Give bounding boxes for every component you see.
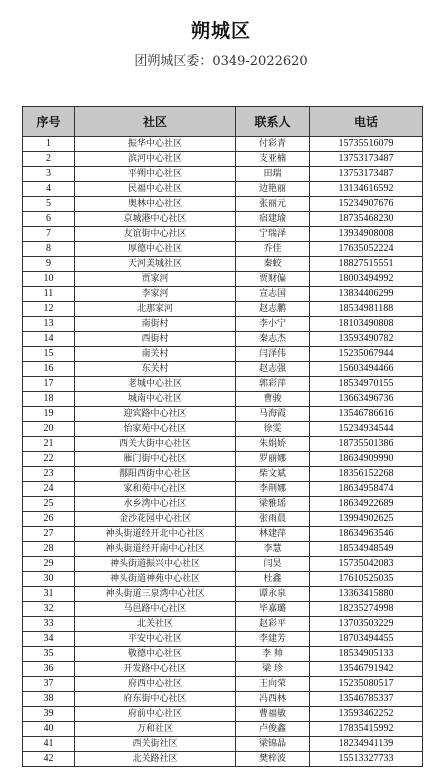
cell-community: 开发路中心社区 [75,662,236,677]
table-row [23,677,423,692]
cell-phone: 18103490808 [310,317,423,332]
cell-phone: 13753173487 [310,152,423,167]
cell-phone: 15234934544 [310,422,423,437]
cell-contact: 贾财偏 [236,272,310,287]
cell-contact: 秦蛟 [236,257,310,272]
cell-contact: 宿建瑜 [236,212,310,227]
column-header-index: 序号 [23,107,75,137]
cell-phone: 18534970155 [310,377,423,392]
cell-phone: 13834406299 [310,287,423,302]
table-row [23,212,423,227]
cell-community: 神头街道三泉湾中心社区 [75,587,236,602]
cell-contact: 王向荣 [236,677,310,692]
cell-index: 18 [23,392,75,407]
cell-contact: 付彩青 [236,137,310,152]
cell-phone: 15235067944 [310,347,423,362]
table-row [23,302,423,317]
cell-phone: 18534981188 [310,302,423,317]
cell-contact: 李 帅 [236,647,310,662]
cell-phone: 13134616592 [310,182,423,197]
cell-contact: 罗丽娜 [236,452,310,467]
table-row [23,437,423,452]
cell-community: 神头街道振兴中心社区 [75,557,236,572]
cell-community: 南关村 [75,347,236,362]
cell-contact: 宣志国 [236,287,310,302]
cell-phone: 17610525035 [310,572,423,587]
table-row [23,182,423,197]
cell-phone: 15603494466 [310,362,423,377]
cell-community: 府东街中心社区 [75,692,236,707]
cell-community: 神头街道经开南中心社区 [75,542,236,557]
table-row [23,722,423,737]
table-row [23,662,423,677]
cell-community: 家和苑中心社区 [75,482,236,497]
cell-phone: 13753173487 [310,167,423,182]
cell-community: 鄯阳西街中心社区 [75,467,236,482]
cell-contact: 毕嘉璐 [236,602,310,617]
cell-community: 马邑路中心社区 [75,602,236,617]
cell-contact: 闫泽伟 [236,347,310,362]
cell-community: 神头街道经开北中心社区 [75,527,236,542]
cell-phone: 17835415992 [310,722,423,737]
cell-phone: 18235274998 [310,602,423,617]
cell-index: 23 [23,467,75,482]
cell-community: 城南中心社区 [75,392,236,407]
cell-index: 42 [23,752,75,767]
column-header-contact: 联系人 [236,107,310,137]
column-header-community: 社区 [75,107,236,137]
cell-phone: 15735516079 [310,137,423,152]
table-row [23,347,423,362]
cell-phone: 13994902625 [310,512,423,527]
cell-index: 41 [23,737,75,752]
table-row [23,647,423,662]
table-row [23,362,423,377]
cell-community: 李家河 [75,287,236,302]
cell-community: 滨河中心社区 [75,152,236,167]
cell-index: 2 [23,152,75,167]
cell-contact: 乔佳 [236,242,310,257]
cell-community: 西街村 [75,332,236,347]
table-row [23,737,423,752]
cell-contact: 马海霞 [236,407,310,422]
cell-index: 15 [23,347,75,362]
cell-phone: 15513327733 [310,752,423,767]
cell-contact: 闫昊 [236,557,310,572]
cell-index: 10 [23,272,75,287]
cell-phone: 15235080517 [310,677,423,692]
cell-phone: 18827515551 [310,257,423,272]
cell-index: 21 [23,437,75,452]
cell-contact: 曹骏 [236,392,310,407]
table-row [23,707,423,722]
cell-community: 振华中心社区 [75,137,236,152]
table-row [23,527,423,542]
cell-index: 33 [23,617,75,632]
table-row [23,632,423,647]
table-row [23,287,423,302]
table-row [23,272,423,287]
cell-index: 16 [23,362,75,377]
cell-index: 34 [23,632,75,647]
cell-index: 4 [23,182,75,197]
cell-contact: 秦志杰 [236,332,310,347]
cell-index: 36 [23,662,75,677]
cell-index: 6 [23,212,75,227]
cell-community: 贾家河 [75,272,236,287]
cell-contact: 田瑞 [236,167,310,182]
cell-index: 29 [23,557,75,572]
table-row [23,572,423,587]
table-row [23,227,423,242]
table-row [23,407,423,422]
table-row [23,422,423,437]
table-row [23,752,423,767]
cell-community: 天河美城社区 [75,257,236,272]
cell-phone: 18234941139 [310,737,423,752]
cell-index: 28 [23,542,75,557]
cell-index: 26 [23,512,75,527]
cell-phone: 13703503229 [310,617,423,632]
cell-index: 12 [23,302,75,317]
cell-contact: 柴文斌 [236,467,310,482]
cell-phone: 18534905133 [310,647,423,662]
cell-community: 万和社区 [75,722,236,737]
cell-index: 39 [23,707,75,722]
cell-community: 神头街道神苑中心社区 [75,572,236,587]
cell-community: 金沙花园中心社区 [75,512,236,527]
table-row [23,617,423,632]
cell-phone: 18634922689 [310,497,423,512]
cell-phone: 18356152268 [310,467,423,482]
cell-index: 38 [23,692,75,707]
cell-phone: 17635052224 [310,242,423,257]
cell-contact: 朱娟娇 [236,437,310,452]
cell-community: 水乡湾中心社区 [75,497,236,512]
cell-phone: 13546786616 [310,407,423,422]
table-header-row [23,107,423,137]
table-row [23,692,423,707]
cell-community: 北关社区 [75,617,236,632]
cell-phone: 13934908008 [310,227,423,242]
cell-community: 怡家苑中心社区 [75,422,236,437]
table-row [23,602,423,617]
cell-phone: 18534948549 [310,542,423,557]
table-row [23,467,423,482]
cell-index: 19 [23,407,75,422]
cell-index: 13 [23,317,75,332]
table-row [23,332,423,347]
cell-contact: 边艳丽 [236,182,310,197]
table-row [23,512,423,527]
cell-contact: 郭彩萍 [236,377,310,392]
cell-contact: 李荆娜 [236,482,310,497]
cell-contact: 支亚楠 [236,152,310,167]
cell-index: 8 [23,242,75,257]
cell-community: 平安中心社区 [75,632,236,647]
cell-community: 南街村 [75,317,236,332]
cell-contact: 梁雅瑶 [236,497,310,512]
cell-index: 25 [23,497,75,512]
column-header-phone: 电话 [310,107,423,137]
table-row [23,197,423,212]
cell-community: 敬德中心社区 [75,647,236,662]
cell-contact: 冯西林 [236,692,310,707]
table-row [23,137,423,152]
cell-contact: 赵志强 [236,362,310,377]
cell-index: 22 [23,452,75,467]
contact-subtitle: 团朔城区委：0349-2022620 [134,54,308,69]
table-row [23,317,423,332]
cell-contact: 李建芳 [236,632,310,647]
page-title: 朔城区 [190,20,251,42]
cell-index: 11 [23,287,75,302]
cell-contact: 梁 珍 [236,662,310,677]
cell-phone: 13546791942 [310,662,423,677]
cell-contact: 樊梓波 [236,752,310,767]
cell-phone: 18735468230 [310,212,423,227]
cell-contact: 徐雯 [236,422,310,437]
cell-phone: 18003494992 [310,272,423,287]
cell-index: 35 [23,647,75,662]
cell-phone: 15735042083 [310,557,423,572]
cell-community: 老城中心社区 [75,377,236,392]
table-row [23,167,423,182]
cell-community: 府西中心社区 [75,677,236,692]
cell-contact: 张雨晨 [236,512,310,527]
cell-contact: 赵志鹏 [236,302,310,317]
cell-community: 民福中心社区 [75,182,236,197]
cell-phone: 18634963546 [310,527,423,542]
cell-community: 友谊街中心社区 [75,227,236,242]
cell-contact: 李小宁 [236,317,310,332]
cell-contact: 卢俊鑫 [236,722,310,737]
cell-phone: 18735501386 [310,437,423,452]
table-body [23,137,423,767]
table-row [23,587,423,602]
cell-contact: 宁瑞泽 [236,227,310,242]
cell-contact: 曹福敏 [236,707,310,722]
table-row [23,482,423,497]
cell-phone: 18634958474 [310,482,423,497]
table-row [23,557,423,572]
cell-index: 7 [23,227,75,242]
cell-phone: 18634909990 [310,452,423,467]
cell-contact: 李慧 [236,542,310,557]
community-contact-table [22,106,423,767]
cell-index: 14 [23,332,75,347]
cell-contact: 张丽元 [236,197,310,212]
cell-community: 平朔中心社区 [75,167,236,182]
cell-community: 京城港中心社区 [75,212,236,227]
table-row [23,152,423,167]
cell-index: 30 [23,572,75,587]
cell-community: 迎宾路中心社区 [75,407,236,422]
cell-index: 1 [23,137,75,152]
cell-index: 3 [23,167,75,182]
table-row [23,242,423,257]
cell-index: 27 [23,527,75,542]
cell-contact: 林建萍 [236,527,310,542]
cell-community: 西关街社区 [75,737,236,752]
table-row [23,392,423,407]
table-row [23,497,423,512]
cell-phone: 13363415880 [310,587,423,602]
cell-index: 20 [23,422,75,437]
cell-index: 5 [23,197,75,212]
cell-index: 9 [23,257,75,272]
cell-phone: 15234907676 [310,197,423,212]
cell-index: 32 [23,602,75,617]
cell-community: 北关路社区 [75,752,236,767]
cell-index: 40 [23,722,75,737]
cell-phone: 13663496736 [310,392,423,407]
table-row [23,257,423,272]
table-row [23,377,423,392]
cell-community: 厚德中心社区 [75,242,236,257]
cell-community: 府前中心社区 [75,707,236,722]
cell-contact: 谭永泉 [236,587,310,602]
cell-phone: 13593490782 [310,332,423,347]
cell-phone: 13593462252 [310,707,423,722]
cell-contact: 梁锦晶 [236,737,310,752]
cell-community: 雁门街中心社区 [75,452,236,467]
table-row [23,452,423,467]
cell-community: 北那家河 [75,302,236,317]
cell-community: 西关大街中心社区 [75,437,236,452]
cell-index: 31 [23,587,75,602]
cell-contact: 杜鑫 [236,572,310,587]
cell-index: 17 [23,377,75,392]
cell-phone: 13546785337 [310,692,423,707]
cell-community: 奥林中心社区 [75,197,236,212]
cell-index: 37 [23,677,75,692]
cell-phone: 18703494455 [310,632,423,647]
cell-community: 东关村 [75,362,236,377]
cell-contact: 赵彩平 [236,617,310,632]
table-row [23,542,423,557]
cell-index: 24 [23,482,75,497]
